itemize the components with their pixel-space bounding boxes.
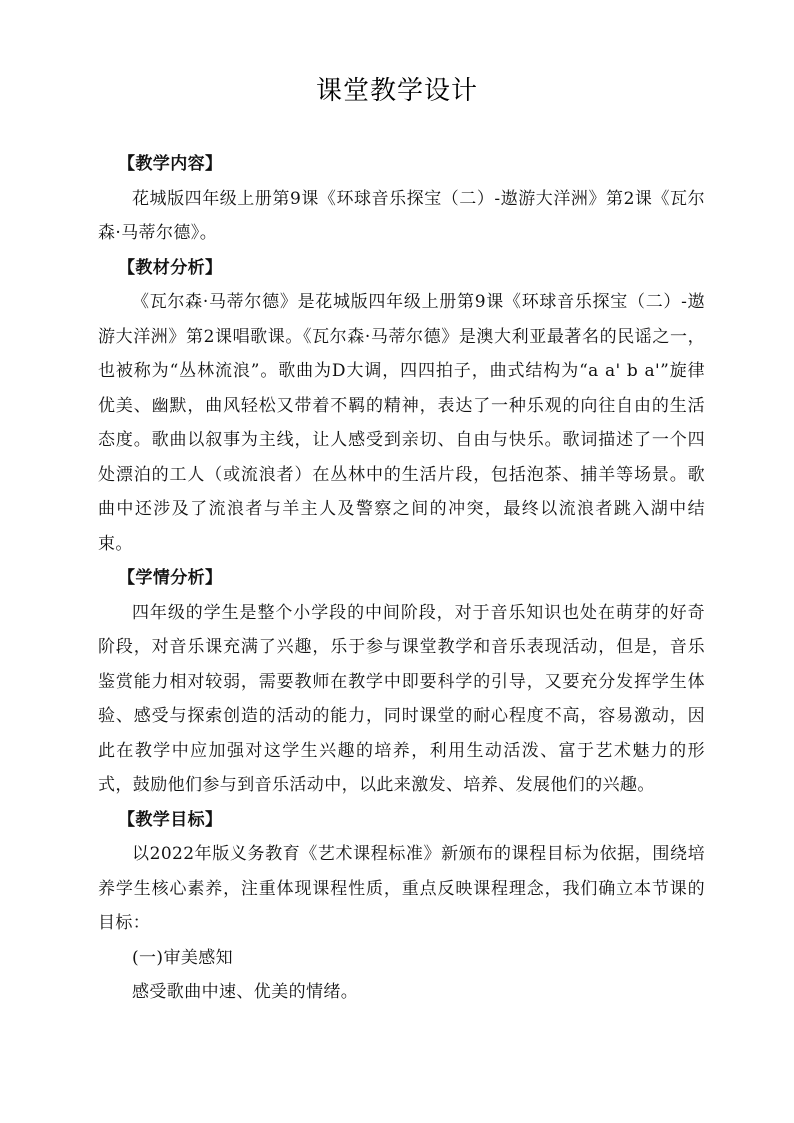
objective-text-aesthetic-perception: 感受歌曲中速、优美的情绪。 <box>132 982 359 1002</box>
objective-label-aesthetic-perception: (一)审美感知 <box>132 947 234 968</box>
section-heading-teaching-objectives: 【教学目标】 <box>118 809 223 830</box>
section-heading-student-analysis: 【学情分析】 <box>118 568 223 588</box>
section-paragraph-teaching-content: 花城版四年级上册第9课《环球音乐探宝（二）-遨游大洋洲》第2课《瓦尔森·马蒂尔德》。 <box>98 188 705 243</box>
section-heading-material-analysis: 【教材分析】 <box>118 257 223 278</box>
section-paragraph-student-analysis: 四年级的学生是整个小学段的中间阶段，对于音乐知识也处在萌芽的好奇阶段，对音乐课充满了兴趣，乐于参与课堂教学和音乐表现活动，但是，音乐鉴赏能力相对较弱，需要教师在教学中即要科学的引导，又要充分发挥学生体验、感受与探索创造的活动的能力，同时课堂的耐心程度不高，容易激动，因此在教学中应加强对这学生兴趣的培养，利用生动活泼、富于艺术魅力的形式，鼓励他们参与到音乐活动中，以此来激发、培养、发展他们的兴趣。 <box>98 602 705 795</box>
section-paragraph-material-analysis: 《瓦尔森·马蒂尔德》是花城版四年级上册第9课《环球音乐探宝（二）-遨游大洋洲》第2课唱歌课。《瓦尔森·马蒂尔德》是澳大利亚最著名的民谣之一，也被称为“丛林流浪”。歌曲为D大调，四四拍子，曲式结构为“a a' b a'”旋律优美、幽默，曲风轻松又带着不羁的精神，表达了一种乐观的向往自由的生活态度。歌曲以叙事为主线，让人感受到亲切、自由与快乐。歌词描述了一个四处漂泊的工人（或流浪者）在丛林中的生活片段，包括泡茶、捕羊等场景。歌曲中还涉及了流浪者与羊主人及警察之间的冲突，最终以流浪者跳入湖中结束。 <box>98 292 705 554</box>
document-body <box>98 147 705 1010</box>
section-paragraph-teaching-objectives: 以2022年版义务教育《艺术课程标准》新颁布的课程目标为依据，围绕培养学生核心素养，注重体现课程性质，重点反映课程理念，我们确立本节课的目标： <box>98 844 705 933</box>
page-title: 课堂教学设计 <box>315 76 478 106</box>
section-heading-teaching-content: 【教学内容】 <box>118 154 223 174</box>
